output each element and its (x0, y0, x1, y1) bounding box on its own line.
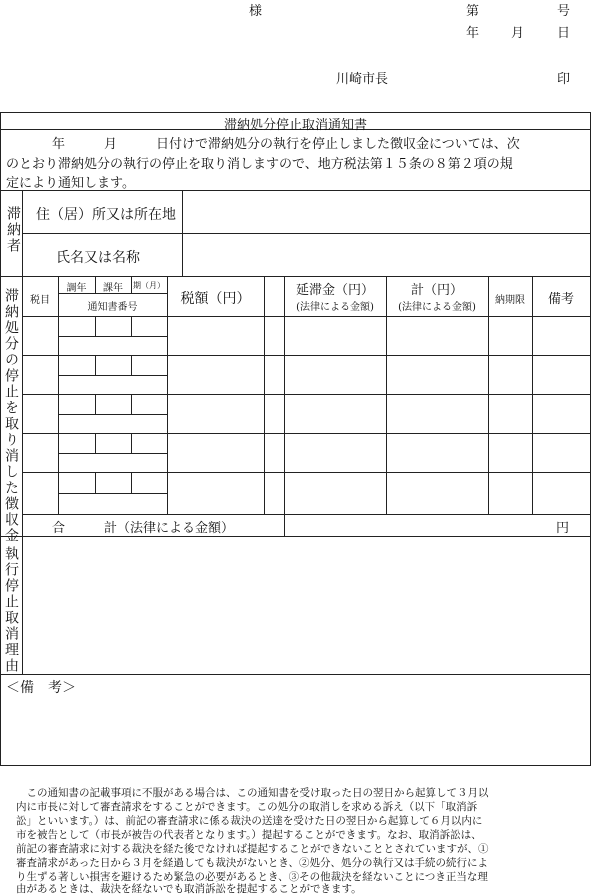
cancel-section-label: 滞納処分の停止を取り消した徴収金 (3, 288, 19, 544)
taxpayer-label: 滞納者 (5, 206, 21, 254)
address-label: 住（居）所又は所在地 (36, 207, 176, 223)
doc-number-dai: 第 (466, 4, 480, 19)
notice-line: 審査請求があった日から３月を経過しても裁決がないとき、②処分、処分の執行又は手続の続行によ (16, 857, 488, 869)
notice-line: この通知書の記載事項に不服がある場合は、この通知書を受け取った日の翌日から起算して３月以 (16, 787, 489, 799)
doc-number-go: 号 (557, 4, 571, 19)
date-day: 日 (557, 26, 571, 41)
col-ki: 期（月） (133, 281, 165, 290)
name-label: 氏名又は名称 (56, 250, 140, 266)
date-month: 月 (511, 26, 525, 41)
col-zeigaku: 税額（円） (180, 291, 251, 307)
notice-line: 由があるときは、裁決を経ないでも取消訴訟を提起することができます。 (16, 883, 362, 895)
col-nokigen: 納期限 (495, 295, 525, 306)
recipient-sama: 様 (249, 4, 263, 19)
col-kanen: 課年 (103, 283, 123, 294)
col-tsuchisho: 通知書番号 (87, 302, 138, 313)
remarks-field[interactable] (6, 697, 584, 759)
name-field[interactable] (190, 239, 580, 271)
intro-line-1: 年 月 日付けで滞納処分の執行を停止しました徴収金については、次 (52, 137, 520, 152)
notice-line: 内に市長に対して審査請求をすることができます。この処分の取消しを求める訴え（以下「取消訴 (16, 801, 478, 813)
col-kei: 計（円） (410, 283, 463, 298)
notice-line: 前記の審査請求に対する裁決を経た後でなければ提起することができないこととされていますが、① (16, 843, 489, 855)
col-kei-note: (法律による金額) (398, 302, 476, 313)
seal-mark: 印 (557, 72, 571, 87)
total-label: 合 計（法律による金額） (52, 521, 235, 536)
notice-line: 市を被告として（市長が被告の代表者となります。）提起することができます。なお、取消訴訟は、 (16, 829, 482, 841)
col-entaikin: 延滞金（円） (295, 283, 374, 298)
col-entaikin-note: (法律による金額) (296, 302, 374, 313)
col-biko: 備考 (547, 292, 574, 307)
remarks-label: ＜備 考＞ (6, 680, 76, 696)
intro-line-3: 定により通知します。 (6, 176, 135, 191)
col-zeimoku: 税目 (30, 295, 50, 306)
notice-line: 訟」といいます。）は、前記の審査請求に係る裁決の送達を受けた日の翌日から起算して６月以内に (16, 815, 483, 827)
issuer-name: 川崎市長 (336, 72, 389, 87)
form-title: 滞納処分停止取消通知書 (223, 118, 367, 133)
date-year: 年 (466, 26, 480, 41)
intro-line-2: のとおり滞納処分の執行の停止を取り消しますので、地方税法第１５条の８第２項の規 (6, 157, 513, 172)
total-unit: 円 (556, 521, 570, 536)
reason-field[interactable] (28, 542, 584, 668)
notice-line: り生ずる著しい損害を避けるため緊急の必要があるとき、③その他裁決を経ないことにつき正当な理 (16, 871, 488, 883)
col-chonen: 調年 (66, 283, 87, 294)
reason-label: 執行停止取消理由 (3, 546, 19, 674)
address-field[interactable] (190, 196, 580, 228)
